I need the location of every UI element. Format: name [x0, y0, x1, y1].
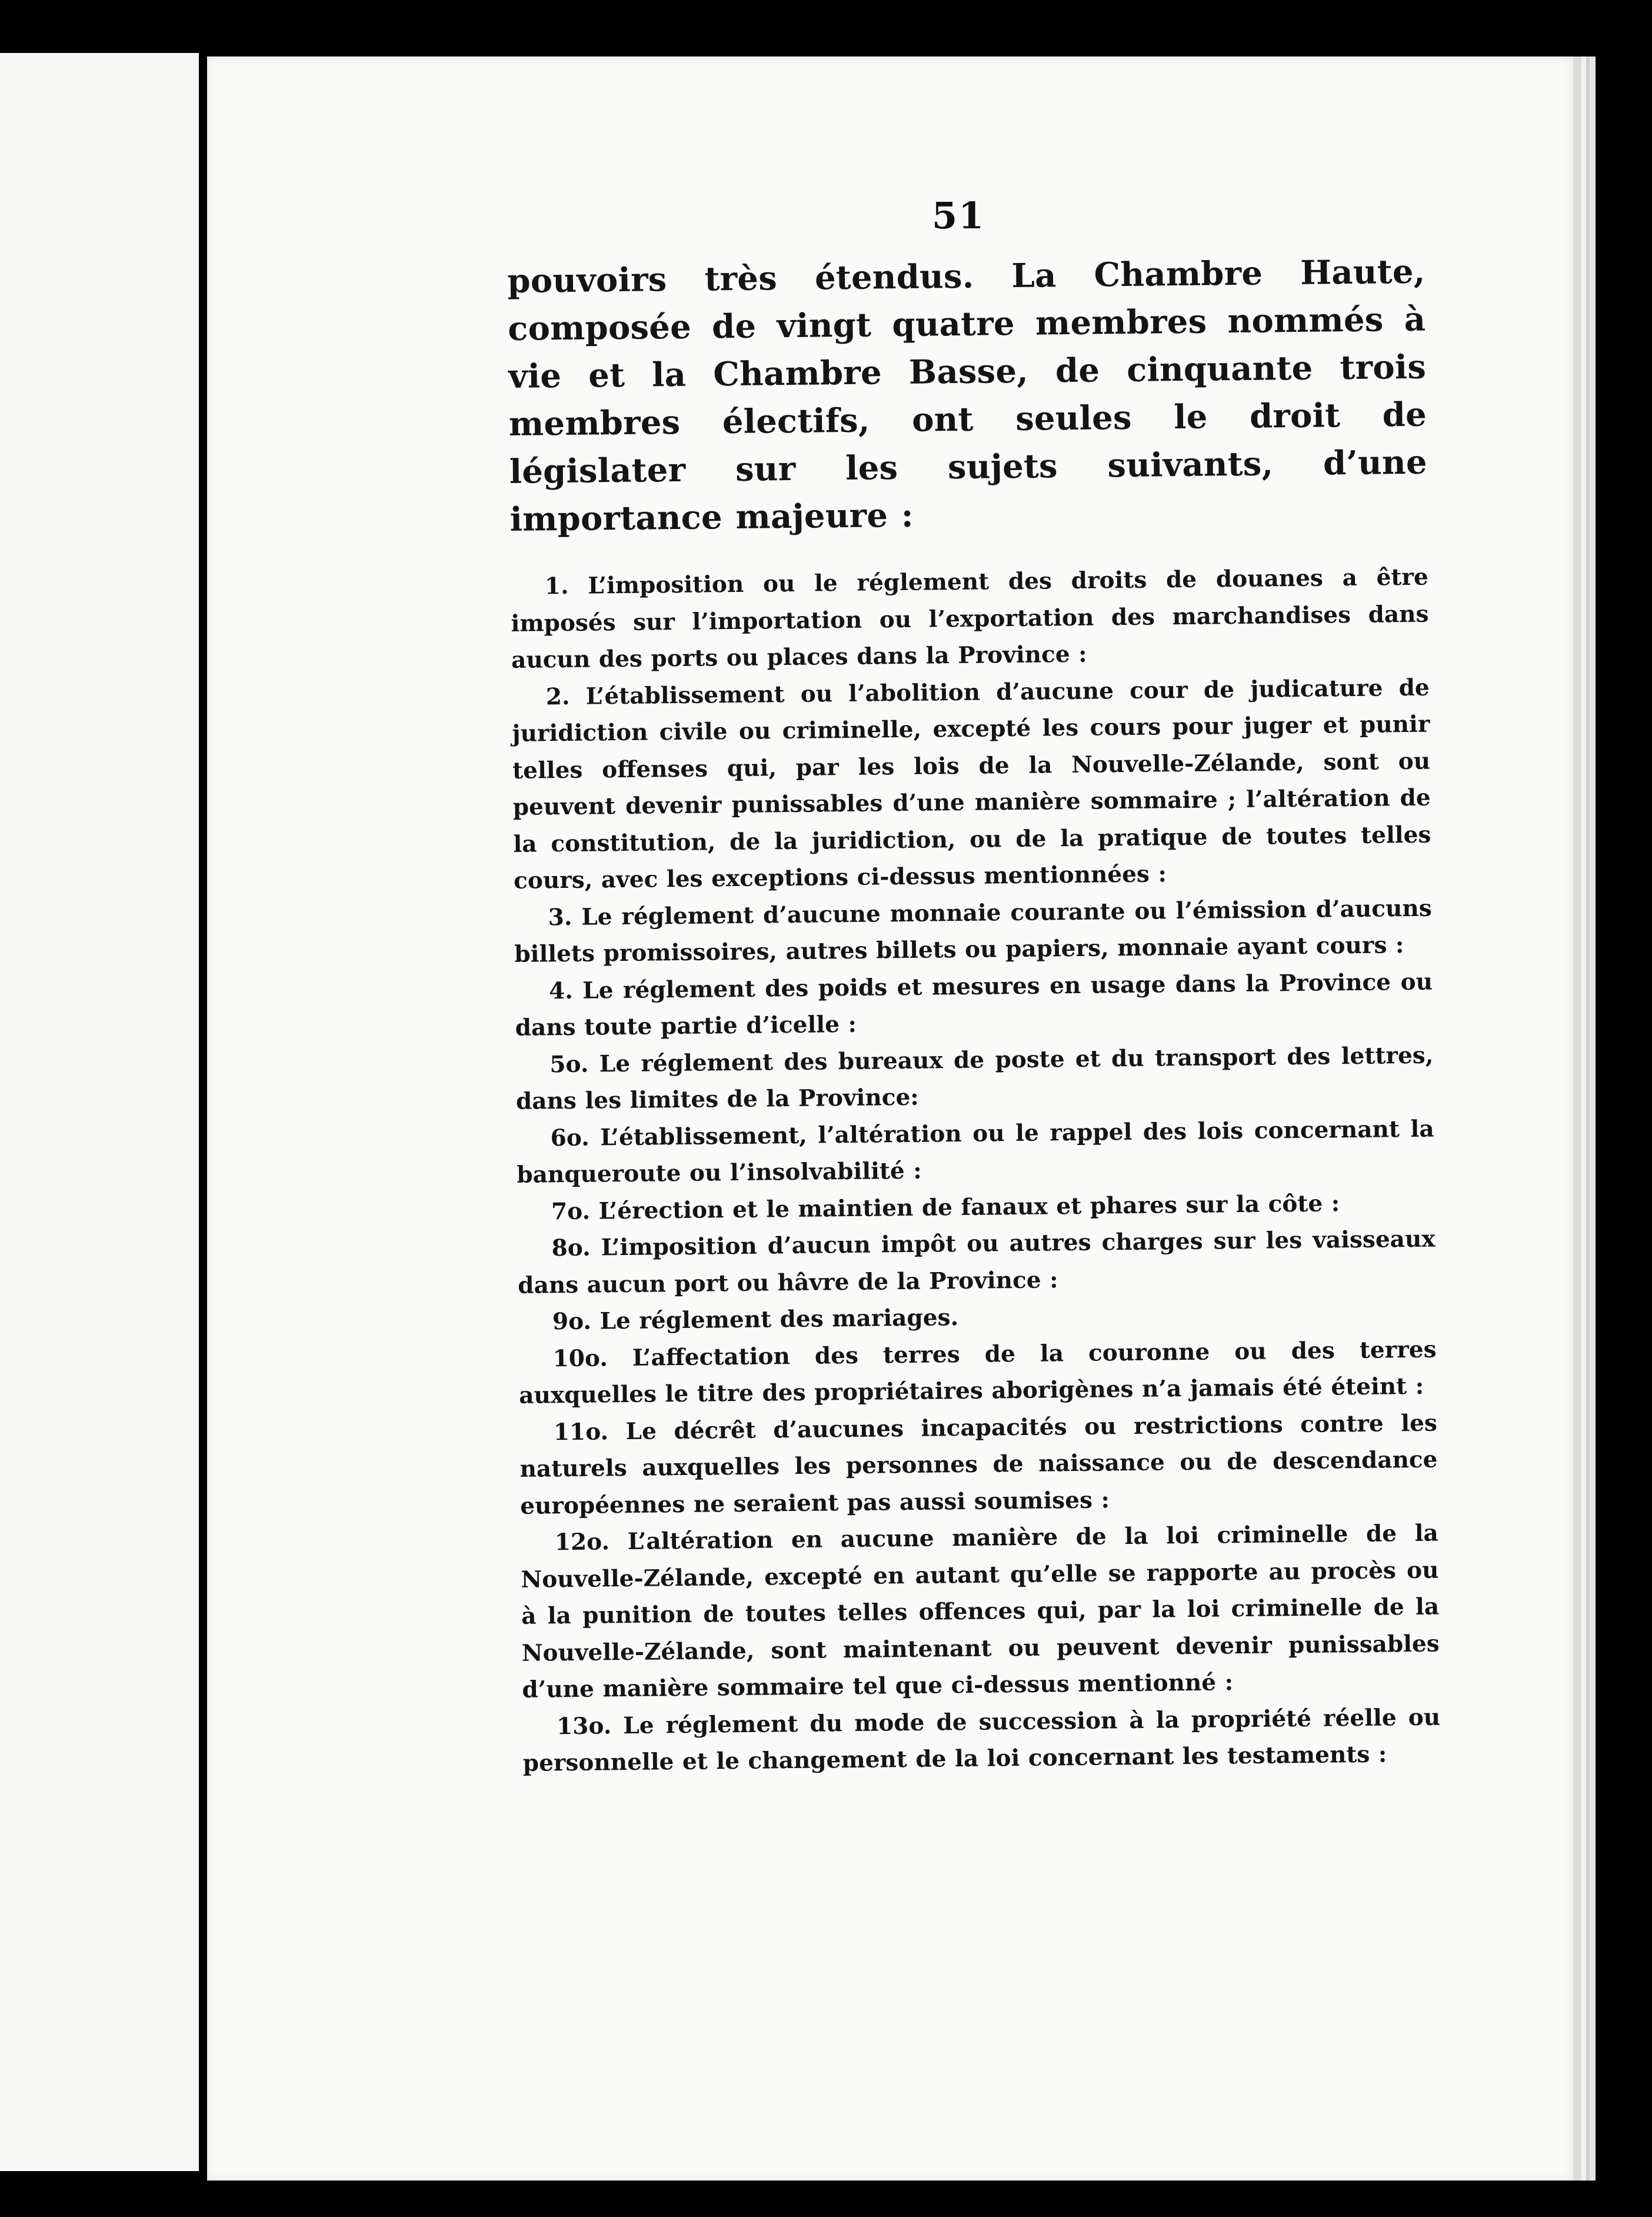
- list-item: 10o. L’affectation des terres de la couronne ou des terres auxquelles le titre des propriétaires aborigènes n’a jamais été éteint :: [519, 1336, 1437, 1409]
- page-edge: [1573, 56, 1581, 2181]
- page-body-text: [507, 248, 1441, 1782]
- page-edge: [1590, 56, 1596, 2181]
- list-item: 1. L’imposition ou le réglement des droits de douanes a être imposés sur l’importation ou l’exportation des marchandises dans aucun des ports ou places dans la Province :: [511, 563, 1429, 674]
- list-item: 7o. L’érection et le maintien de fanaux et phares sur la côte :: [551, 1189, 1340, 1225]
- list-item: 5o. Le réglement des bureaux de poste et du transport des lettres, dans les limites de la Province:: [515, 1041, 1434, 1115]
- list-item: 8o. L’imposition d’aucun impôt ou autres charges sur les vaisseaux dans aucun port ou hâvre de la Province :: [518, 1225, 1435, 1299]
- list-item: 2. L’établissement ou l’abolition d’aucune cour de judicature de juridiction civile ou criminelle, excepté les cours pour juger et punir telles offenses qui, par les lois de la Nouvelle-Zélande, sont ou peuvent devenir punissables d’une manière sommaire ; l’altération de la constitution, de la juridiction, ou de la pratique de toutes telles cours, avec les exceptions ci-dessus mentionnées :: [512, 674, 1431, 894]
- list-item: 4. Le réglement des poids et mesures en usage dans la Province ou dans toute partie d’icelle :: [515, 968, 1433, 1041]
- list-item: 13o. Le réglement du mode de succession à la propriété réelle ou personnelle et le changement de la loi concernant les testaments :: [522, 1703, 1441, 1777]
- list-item: 12o. L’altération en aucune manière de la loi criminelle de la Nouvelle-Zélande, excepté en autant qu’elle se rapporte au procès ou à la punition de toutes telles offences qui, par la loi criminelle de la Nouvelle-Zélande, sont maintenant ou peuvent devenir punissables d’une manière sommaire tel que ci-dessus mentionné :: [521, 1519, 1440, 1703]
- list-item: 11o. Le décrêt d’aucunes incapacités ou restrictions contre les naturels auxquelles les personnes de naissance ou de descendance européennes ne seraient pas aussi soumises :: [519, 1409, 1438, 1520]
- page-number: 51: [932, 194, 985, 237]
- list-item: 6o. L’établissement, l’altération ou le rappel des lois concernant la banqueroute ou l’insolvabilité :: [517, 1115, 1434, 1189]
- numbered-list: [511, 559, 1441, 1782]
- facing-page-left: [0, 53, 199, 2171]
- page-edge: [1581, 56, 1586, 2181]
- list-item: 3. Le réglement d’aucune monnaie courante ou l’émission d’aucuns billets promissoires, autres billets ou papiers, monnaie ayant cours :: [514, 894, 1432, 968]
- intro-paragraph: pouvoirs très étendus. La Chambre Haute, composée de vingt quatre membres nommés à vie et la Chambre Basse, de cinquante trois membres électifs, ont seules le droit de législater sur les sujets suivants, d’une importance majeure :: [507, 252, 1428, 539]
- list-item: 9o. Le réglement des mariages.: [552, 1304, 959, 1336]
